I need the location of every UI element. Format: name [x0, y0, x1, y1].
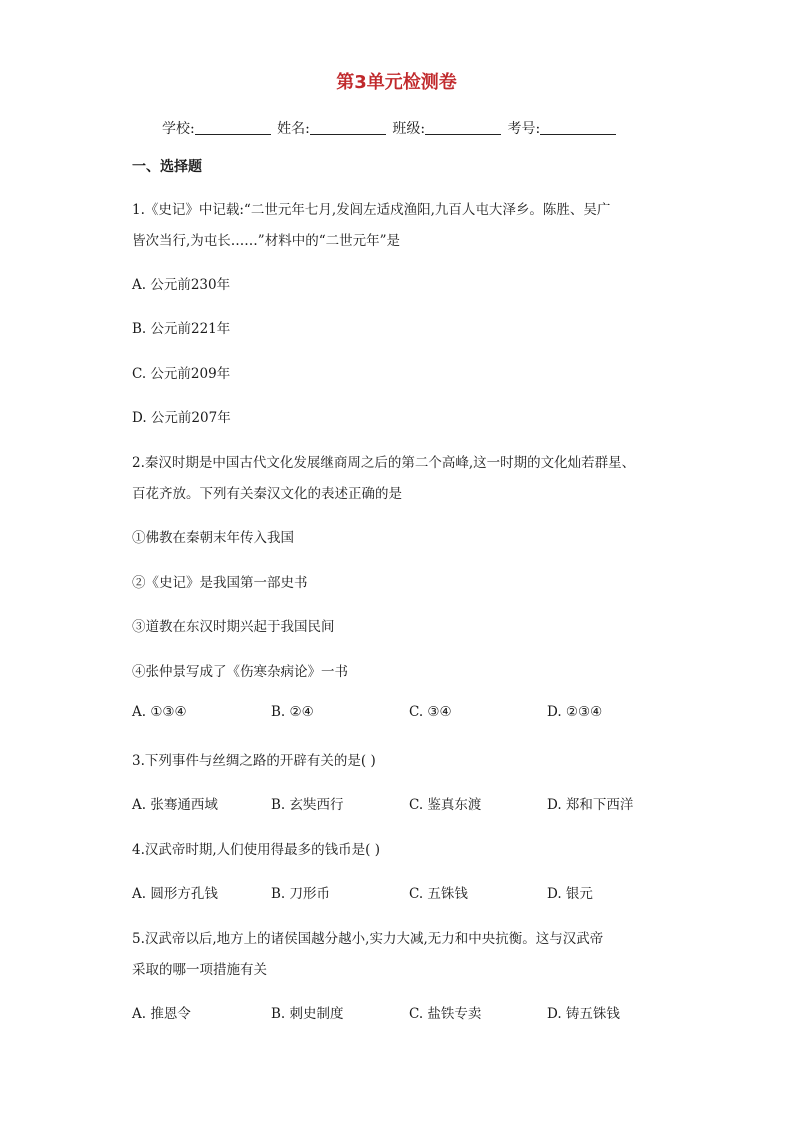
name-blank: [310, 120, 386, 135]
class-label: 班级:: [392, 121, 426, 137]
q2-item-4: ④张仲景写成了《伤寒杂病论》一书: [132, 664, 348, 680]
q3-option-d: D. 郑和下西洋: [547, 797, 634, 813]
number-label: 考号:: [507, 121, 541, 137]
q2-stem-line1: 2.秦汉时期是中国古代文化发展继商周之后的第二个高峰,这一时期的文化灿若群星、: [132, 455, 636, 471]
q2-option-a: A. ①③④: [132, 704, 187, 720]
q1-option-d: D. 公元前207年: [132, 410, 231, 426]
q2-item-1: ①佛教在秦朝末年传入我国: [132, 530, 294, 546]
name-label: 姓名:: [277, 121, 310, 137]
section-heading: 一、选择题: [132, 159, 202, 175]
q1-option-b: B. 公元前221年: [132, 321, 231, 337]
class-blank: [425, 120, 501, 135]
q5-stem-line1: 5.汉武帝以后,地方上的诸侯国越分越小,实力大减,无力和中央抗衡。这与汉武帝: [132, 931, 604, 947]
q5-stem-line2: 采取的哪一项措施有关: [132, 962, 267, 978]
page-title: 第3单元检测卷: [336, 72, 457, 93]
q3-option-c: C. 鉴真东渡: [409, 797, 482, 813]
q4-stem: 4.汉武帝时期,人们使用得最多的钱币是( ): [132, 842, 380, 858]
q1-option-c: C. 公元前209年: [132, 366, 231, 382]
q4-option-b: B. 刀形币: [271, 886, 331, 902]
q1-stem-line2: 皆次当行,为屯长……”材料中的“二世元年”是: [132, 233, 400, 249]
q5-option-d: D. 铸五铢钱: [547, 1006, 620, 1022]
q2-item-3: ③道教在东汉时期兴起于我国民间: [132, 619, 335, 635]
q2-stem-line2: 百花齐放。下列有关秦汉文化的表述正确的是: [132, 486, 402, 502]
number-blank: [540, 120, 616, 135]
q4-option-a: A. 圆形方孔钱: [132, 886, 218, 902]
q5-option-a: A. 推恩令: [132, 1006, 191, 1022]
q5-option-c: C. 盐铁专卖: [409, 1006, 482, 1022]
q4-option-c: C. 五铢钱: [409, 886, 468, 902]
q2-item-2: ②《史记》是我国第一部史书: [132, 575, 308, 591]
q3-option-b: B. 玄奘西行: [271, 797, 344, 813]
q5-option-b: B. 刺史制度: [271, 1006, 344, 1022]
q3-option-a: A. 张骞通西域: [132, 797, 218, 813]
student-info-line: [162, 118, 618, 138]
school-label: 学校:: [162, 121, 195, 137]
q1-option-a: A. 公元前230年: [132, 277, 231, 293]
school-blank: [195, 120, 271, 135]
q3-stem: 3.下列事件与丝绸之路的开辟有关的是( ): [132, 753, 376, 769]
q2-option-c: C. ③④: [409, 704, 452, 720]
q2-option-b: B. ②④: [271, 704, 314, 720]
q4-option-d: D. 银元: [547, 886, 593, 902]
q1-stem-line1: 1.《史记》中记载:“二世元年七月,发闾左适戍渔阳,九百人屯大泽乡。陈胜、吴广: [132, 202, 611, 218]
q2-option-d: D. ②③④: [547, 704, 603, 720]
